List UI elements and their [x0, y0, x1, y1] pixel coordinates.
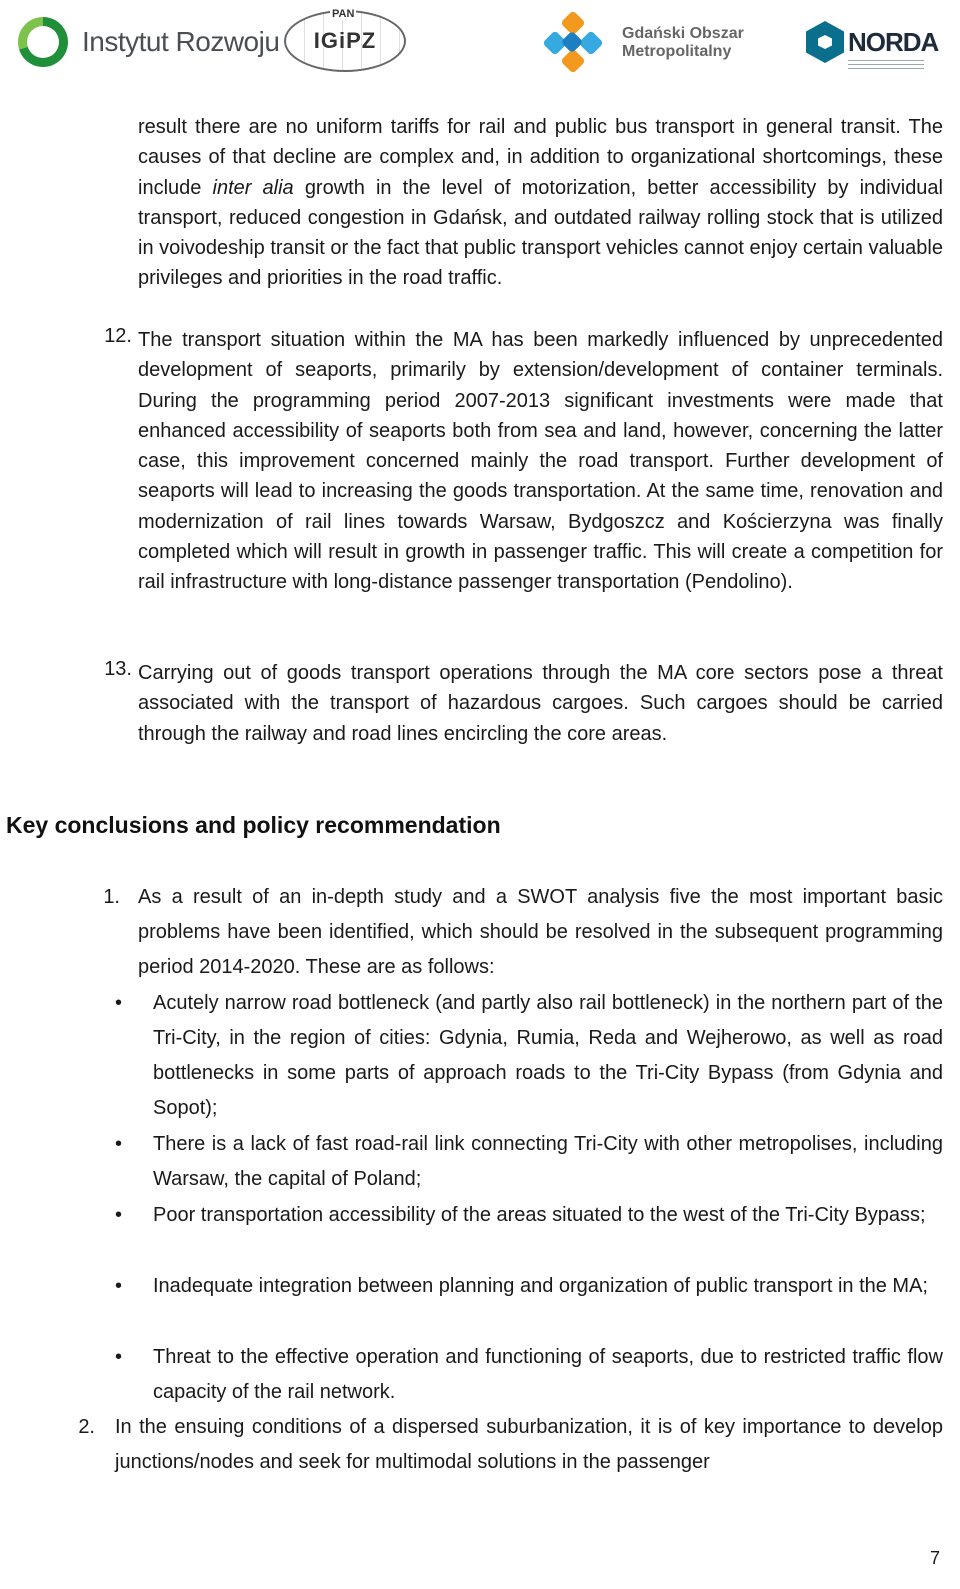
bullet-icon: • [115, 1133, 123, 1155]
intro-paragraph [138, 112, 943, 294]
list-item: Poor transportation accessibility of the areas situated to the west of the Tri-City Bypass; [153, 1204, 926, 1226]
item-number: 2. [78, 1416, 95, 1438]
instytut-rozwoju-wordmark: Instytut Rozwoju [82, 26, 280, 57]
item-number: 13. [104, 658, 132, 680]
list-item: Carrying out of goods transport operations through the MA core sectors pose a threat associated with the transport of hazardous cargoes. Such cargoes should be carried through the railway and road lines encircling the core areas. [138, 662, 943, 745]
pan-label: PAN [332, 8, 355, 20]
page-header [0, 0, 960, 86]
ring-icon [18, 17, 68, 67]
list-item: In the ensuing conditions of a dispersed suburbanization, it is of key importance to develop junctions/nodes and seek for multimodal solutions in the passenger [115, 1416, 943, 1473]
bullet-icon: • [115, 992, 123, 1014]
list-item: Inadequate integration between planning and organization of public transport in the MA; [153, 1275, 928, 1297]
norda-tagline-lines [848, 60, 924, 72]
intro-text-start: result there are no uniform tariffs for rail and public bus transport in general transit. The causes of that decline are complex and, in addition to organizational shortcomings, these include [138, 116, 943, 199]
norda-wordmark: NORDA [848, 26, 939, 57]
intro-text-end: growth in the level of motorization, better accessibility by individual transport, reduced congestion in Gdańsk, and outdated railway rolling stock that is utilized in voivodeship transit or the fact that public transport vehicles cannot enjoy certain valuable privileges and priorities in the road traffic. [138, 176, 944, 290]
intro-text-emphasis: inter alia [212, 176, 294, 199]
list-item: Acutely narrow road bottleneck (and partly also rail bottleneck) in the northern part of the Tri-City, in the region of cities: Gdynia, Rumia, Reda and Wejherowo, as well as road bottlenecks in some parts of approach roads to the Tri-City Bypass (from Gdynia and Sopot); [153, 992, 943, 1119]
page-number: 7 [929, 1548, 940, 1568]
bullet-icon: • [115, 1204, 123, 1226]
gdanski-obszar-logo [542, 12, 744, 74]
hexagon-icon [806, 21, 844, 63]
list-item: The transport situation within the MA has been markedly influenced by unprecedented development of seaports, primarily by extension/development of container terminals. During the programming period 2007-2013 significant investments were made that enhanced accessibility of seaports both from sea and land, however, concerning the latter case, this improvement concerned mainly the road transport. Further development of seaports will lead to increasing the goods transportation. At the same time, renovation and modernization of rail lines towards Warsaw, Bydgoszcz and Kościerzyna was finally completed which will result in growth in passenger traffic. This will create a competition for rail infrastructure with long-distance passenger transportation (Pendolino). [138, 329, 943, 594]
list-item: As a result of an in-depth study and a SWOT analysis five the most important basic problems have been identified, which should be resolved in the subsequent programming period 2014-2020. These are as follows: [138, 886, 943, 978]
gdanski-obszar-wordmark [622, 25, 744, 61]
gom-line2: Metropolitalny [622, 43, 732, 60]
section-heading: Key conclusions and policy recommendation [6, 812, 501, 838]
bullet-icon: • [115, 1275, 123, 1297]
item-number: 12. [104, 325, 132, 347]
list-item: Threat to the effective operation and functioning of seaports, due to restricted traffic flow capacity of the rail network. [153, 1346, 943, 1403]
pan-igipz-logo [284, 8, 406, 70]
item-number: 1. [103, 886, 120, 908]
igipz-label: IGiPZ [313, 28, 377, 53]
list-item: There is a lack of fast road-rail link connecting Tri-City with other metropolises, including Warsaw, the capital of Poland; [153, 1133, 943, 1190]
gom-line1: Gdański Obszar [622, 25, 744, 42]
instytut-rozwoju-logo [18, 14, 279, 70]
metropolitan-mark-icon [542, 12, 604, 74]
norda-logo [806, 12, 938, 72]
globe-icon [284, 10, 406, 72]
bullet-icon: • [115, 1346, 123, 1368]
